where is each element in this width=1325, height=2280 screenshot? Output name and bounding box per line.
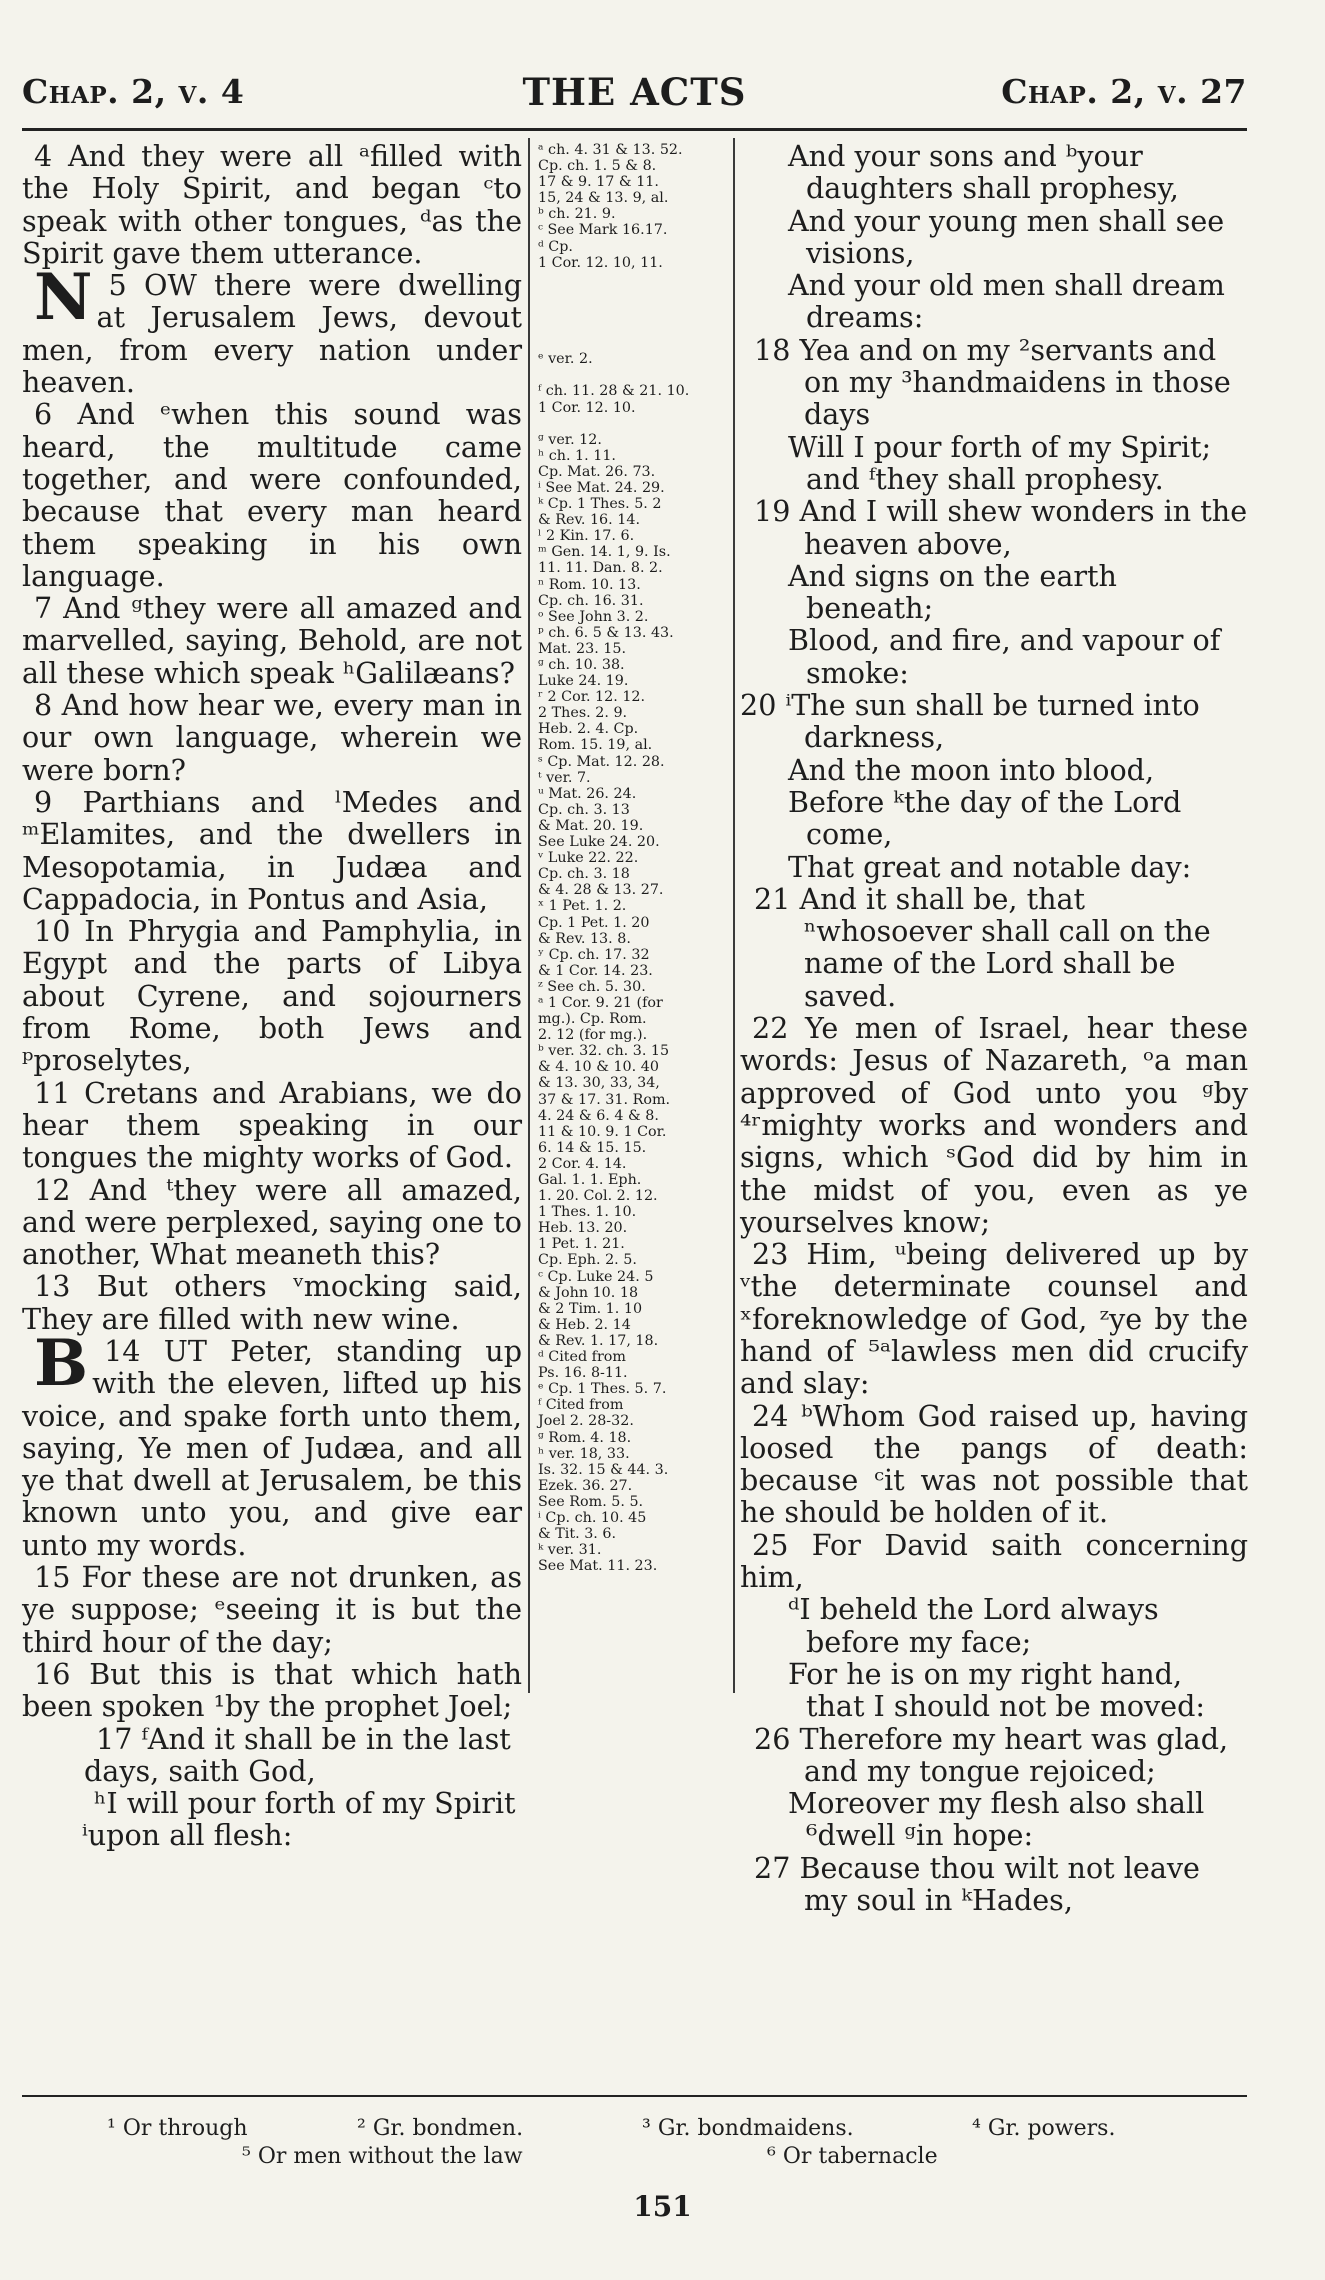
reference-line: Joel 2. 28-32.	[538, 1413, 634, 1430]
poem-line-2: And your young men shall see visions,	[788, 203, 1225, 270]
verse-17-line-2: ʰI will pour forth of my Spirit ⁱupon all flesh:	[82, 1786, 516, 1853]
verse-9: 9 Parthians and ˡMedes and ᵐElamites, and the dwellers in Mesopotamia, in Judæa and Cappadocia, in Pontus and Asia,	[22, 784, 522, 916]
reference-line: 37 & 17. 31. Rom.	[538, 1091, 671, 1108]
reference-line: See Rom. 5. 5.	[538, 1493, 644, 1510]
reference-line: ᵛ Luke 22. 22.	[538, 850, 639, 867]
reference-line: ˡ 2 Kin. 17. 6.	[538, 528, 635, 545]
verse-5-text: OW there were dwelling at Jerusalem Jews, devout men, from every nation under heaven.	[22, 268, 523, 400]
reference-line: ᵐ Gen. 14. 1, 9. Is.	[538, 544, 671, 561]
verse-20-line-2: And the moon into blood,	[788, 752, 1155, 787]
reference-line: ᵈ Cp.	[538, 238, 573, 255]
verse-25: 25 For David saith concerning him,	[740, 1527, 1248, 1595]
reference-line: ᵖ ch. 6. 5 & 13. 43.	[538, 624, 674, 641]
verse-11: 11 Cretans and Arabians, we do hear them speaking in our tongues the mighty works of God.	[22, 1075, 522, 1175]
verse-24: 24 ᵇWhom God raised up, having loosed the pangs of death: because ᶜit was not possible that he should be holden of it.	[740, 1398, 1248, 1530]
reference-line: ᵍ ver. 12.	[538, 431, 602, 448]
reference-line: ᵃ ch. 4. 31 & 13. 52.	[538, 142, 683, 158]
reference-line: & Rev. 13. 8.	[538, 930, 631, 947]
reference-line: & Mat. 20. 19.	[538, 817, 644, 834]
reference-line: Is. 32. 15 & 44. 3.	[538, 1461, 669, 1478]
reference-line: ˢ Cp. Mat. 12. 28.	[538, 753, 665, 770]
reference-line: 6. 14 & 15. 15.	[538, 1139, 647, 1156]
verse-15: 15 For these are not drunken, as ye suppose; ᵉseeing it is but the third hour of the day;	[22, 1560, 522, 1659]
reference-line: 2. 12 (for mg.).	[538, 1027, 648, 1044]
verse-20-line-3: Before ᵏthe day of the Lord come,	[788, 784, 1182, 852]
reference-line: ᵒ See John 3. 2.	[538, 608, 649, 625]
reference-line: 15, 24 & 13. 9, al.	[538, 190, 669, 207]
reference-line: ᶠ ch. 11. 28 & 21. 10.	[538, 383, 690, 400]
reference-line: & 13. 30, 33, 34,	[538, 1075, 660, 1092]
reference-line	[538, 287, 730, 303]
reference-line: ᵏ Cp. 1 Thes. 5. 2	[538, 496, 662, 513]
reference-line: ᵏ ver. 31.	[538, 1542, 602, 1559]
verse-6: 6 And ᵉwhen this sound was heard, the multitude came together, and were confounded, because that every man heard them speaking in his own language.	[22, 397, 522, 593]
verse-20-line-4: That great and notable day:	[788, 849, 1192, 884]
verse-5-dropcap: N	[34, 260, 93, 336]
reference-line: ʸ Cp. ch. 17. 32	[538, 946, 650, 963]
column-divider-left	[528, 138, 530, 1693]
verse-19-line-3: Blood, and fire, and vapour of smoke:	[788, 623, 1221, 690]
verse-26-line-2: Moreover my flesh also shall ⁶dwell ᵍin hope:	[788, 1786, 1205, 1853]
reference-line: & John 10. 18	[538, 1284, 639, 1301]
reference-line: ᶜ See Mark 16.17.	[538, 222, 668, 239]
reference-line: Cp. ch. 1. 5 & 8.	[538, 158, 657, 175]
cross-reference-column	[538, 142, 730, 1574]
verse-10: 10 In Phrygia and Pamphylia, in Egypt and the parts of Libya about Cyrene, and sojourners from Rome, both Jews and ᵖproselytes,	[22, 914, 522, 1078]
left-text-column	[22, 140, 522, 1852]
reference-line: 1 Cor. 12. 10, 11.	[538, 254, 663, 271]
verse-25-line-2: For he is on my right hand, that I should not be moved:	[788, 1656, 1206, 1724]
reference-line: 1 Thes. 1. 10.	[538, 1204, 637, 1221]
reference-line: Ps. 16. 8-11.	[538, 1365, 628, 1382]
footnote-3: ³ Gr. bondmaidens.	[642, 2116, 854, 2141]
verse-22: 22 Ye men of Israel, hear these words: Jesus of Nazareth, ᵒa man approved of God unto you ᵍby ⁴ʳmighty works and wonders and signs, which ˢGod did by him in the midst of you, even as ye yourselves know;	[740, 1011, 1248, 1239]
reference-line: & 2 Tim. 1. 10	[538, 1300, 643, 1317]
footnotes	[22, 2116, 1247, 2172]
reference-line: ᵇ ch. 21. 9.	[538, 206, 616, 223]
reference-line: See Mat. 11. 23.	[538, 1558, 658, 1575]
verse-25-line-1: ᵈI beheld the Lord always before my face;	[788, 1592, 1159, 1659]
reference-line: 1 Cor. 12. 10.	[538, 399, 636, 416]
reference-line: 4. 24 & 6. 4 & 8.	[538, 1107, 659, 1124]
reference-line: Cp. ch. 16. 31.	[538, 592, 644, 609]
reference-line: Cp. ch. 3. 18	[538, 866, 630, 883]
reference-line: Ezek. 36. 27.	[538, 1477, 633, 1494]
verse-14	[22, 1325, 522, 1562]
verse-5-number: 5	[108, 268, 127, 303]
reference-line: & 4. 10 & 10. 40	[538, 1059, 659, 1076]
reference-line: 2 Thes. 2. 9.	[538, 705, 628, 722]
reference-line: ᵉ ver. 2.	[538, 351, 593, 368]
reference-line: ˣ 1 Pet. 1. 2.	[538, 898, 627, 915]
reference-line: & Heb. 2. 14	[538, 1316, 631, 1333]
reference-line: ᶜ Cp. Luke 24. 5	[538, 1268, 654, 1285]
reference-line: ᵍ ch. 10. 38.	[538, 657, 625, 673]
reference-line: ᵘ Mat. 26. 24.	[538, 785, 637, 802]
footnote-rule	[22, 2095, 1247, 2097]
verse-27: 27 Because thou wilt not leave my soul in ᵏHades,	[754, 1850, 1200, 1918]
book-title: THE ACTS	[522, 70, 747, 114]
page-header	[22, 72, 1247, 122]
page-number: 151	[633, 2190, 692, 2223]
reference-line: Mat. 23. 15.	[538, 640, 627, 657]
footnote-1: ¹ Or through	[107, 2116, 248, 2141]
reference-line: Cp. 1 Pet. 1. 20	[538, 914, 650, 931]
reference-line: Cp. Eph. 2. 5.	[538, 1252, 637, 1269]
reference-line: ᵇ ver. 32. ch. 3. 15	[538, 1043, 670, 1060]
reference-line: 1 Pet. 1. 21.	[538, 1236, 625, 1253]
reference-line: Cp. Mat. 26. 73.	[538, 463, 656, 480]
reference-line: ᵈ Cited from	[538, 1349, 626, 1366]
verse-14-number: 14	[104, 1333, 141, 1368]
reference-line: See Luke 24. 20.	[538, 834, 660, 851]
reference-line: ᵍ Rom. 4. 18.	[538, 1429, 632, 1446]
column-divider-right	[733, 138, 735, 1693]
reference-line: Rom. 15. 19, al.	[538, 737, 653, 754]
reference-line	[538, 303, 730, 319]
verse-13: 13 But others ᵛmocking said, They are filled with new wine.	[22, 1269, 522, 1336]
reference-line: 11 & 10. 9. 1 Cor.	[538, 1123, 667, 1140]
reference-line	[538, 335, 730, 351]
verse-8: 8 And how hear we, every man in our own language, wherein we were born?	[22, 688, 522, 787]
reference-line: 17 & 9. 17 & 11.	[538, 174, 659, 191]
reference-line: Cp. ch. 3. 13	[538, 801, 630, 818]
reference-line	[538, 416, 730, 432]
verse-12: 12 And ᵗthey were all amazed, and were perplexed, saying one to another, What meaneth this?	[22, 1172, 522, 1272]
reference-line: mg.). Cp. Rom.	[538, 1011, 647, 1028]
poem-line-3: And your old men shall dream dreams:	[788, 268, 1225, 335]
reference-line: & 1 Cor. 14. 23.	[538, 962, 653, 979]
chapter-ref-left: Chap. 2, v. 4	[22, 72, 245, 111]
verse-19-line-2: And signs on the earth beneath;	[788, 558, 1117, 626]
reference-line: Luke 24. 19.	[538, 673, 629, 690]
footnote-4: ⁴ Gr. powers.	[972, 2116, 1116, 2141]
verse-23: 23 Him, ᵘbeing delivered up by ᵛthe determinate counsel and ˣforeknowledge of God, ᶻye by the hand of ⁵ᵃlawless men did crucify and slay:	[740, 1237, 1248, 1401]
verse-17-line-1: 17 ᶠAnd it shall be in the last days, saith God,	[84, 1721, 511, 1788]
chapter-ref-right: Chap. 2, v. 27	[1001, 72, 1247, 111]
reference-line: & Tit. 3. 6.	[538, 1526, 617, 1543]
verse-4: 4 And they were all ᵃfilled with the Holy Spirit, and began ᶜto speak with other tongues, ᵈas the Spirit gave them utterance.	[22, 139, 522, 270]
verse-20-line-1: 20 ⁱThe sun shall be turned into darkness,	[740, 688, 1200, 755]
reference-line: Gal. 1. 1. Eph.	[538, 1172, 642, 1188]
footnote-2: ² Gr. bondmen.	[357, 2116, 524, 2141]
reference-line: ᵗ ver. 7.	[538, 769, 591, 786]
footnote-5: ⁵ Or men without the law	[242, 2144, 523, 2169]
reference-line: ᶻ See ch. 5. 30.	[538, 978, 646, 995]
reference-line	[538, 271, 730, 287]
reference-line: & 4. 28 & 13. 27.	[538, 882, 664, 899]
reference-line: ʰ ver. 18, 33.	[538, 1445, 630, 1462]
reference-line: ⁿ Rom. 10. 13.	[538, 576, 641, 593]
verse-18-line-1: 18 Yea and on my ²servants and on my ³handmaidens in those days	[754, 332, 1231, 432]
reference-line: ⁱ Cp. ch. 10. 45	[538, 1509, 647, 1526]
verse-14-dropcap: B	[34, 1325, 89, 1401]
reference-line: ᶠ Cited from	[538, 1397, 624, 1414]
header-rule	[22, 128, 1247, 131]
verse-19-line-1: 19 And I will shew wonders in the heaven above,	[754, 494, 1248, 561]
reference-line: ᵃ 1 Cor. 9. 21 (for	[538, 994, 663, 1011]
reference-line: Heb. 2. 4. Cp.	[538, 721, 639, 738]
reference-line: 1. 20. Col. 2. 12.	[538, 1188, 658, 1205]
reference-line	[538, 319, 730, 335]
reference-line: ʳ 2 Cor. 12. 12.	[538, 689, 646, 706]
reference-line	[538, 367, 730, 383]
reference-line: ʰ ch. 1. 11.	[538, 447, 616, 464]
reference-line: Heb. 13. 20.	[538, 1220, 628, 1237]
reference-line: 2 Cor. 4. 14.	[538, 1155, 627, 1172]
verse-16: 16 But this is that which hath been spoken ¹by the prophet Joel;	[22, 1656, 522, 1724]
verse-21: 21 And it shall be, that ⁿwhosoever shall call on the name of the Lord shall be saved.	[754, 881, 1211, 1013]
right-text-column	[740, 140, 1248, 1916]
footnote-6: ⁶ Or tabernacle	[767, 2144, 938, 2169]
reference-line: ⁱ See Mat. 24. 29.	[538, 479, 665, 496]
verse-18-line-2: Will I pour forth of my Spirit; and ᶠthey shall prophesy.	[788, 429, 1212, 496]
verse-14-text: UT Peter, standing up with the eleven, lifted up his voice, and spake forth unto them, saying, Ye men of Judæa, and all ye that dwell at Jerusalem, be this known unto you, and give ear unto my words.	[22, 1333, 522, 1562]
poem-line-1: And your sons and ᵇyour daughters shall prophesy,	[788, 139, 1179, 206]
reference-line: ᵉ Cp. 1 Thes. 5. 7.	[538, 1381, 667, 1398]
verse-7: 7 And ᵍthey were all amazed and marvelled, saying, Behold, are not all these which speak ʰGalilæans?	[22, 591, 522, 690]
reference-line: & Rev. 1. 17, 18.	[538, 1332, 659, 1349]
reference-line: & Rev. 16. 14.	[538, 512, 640, 529]
verse-26-line-1: 26 Therefore my heart was glad, and my tongue rejoiced;	[754, 1721, 1229, 1788]
reference-line: 11. 11. Dan. 8. 2.	[538, 560, 663, 577]
verse-5	[22, 260, 523, 400]
